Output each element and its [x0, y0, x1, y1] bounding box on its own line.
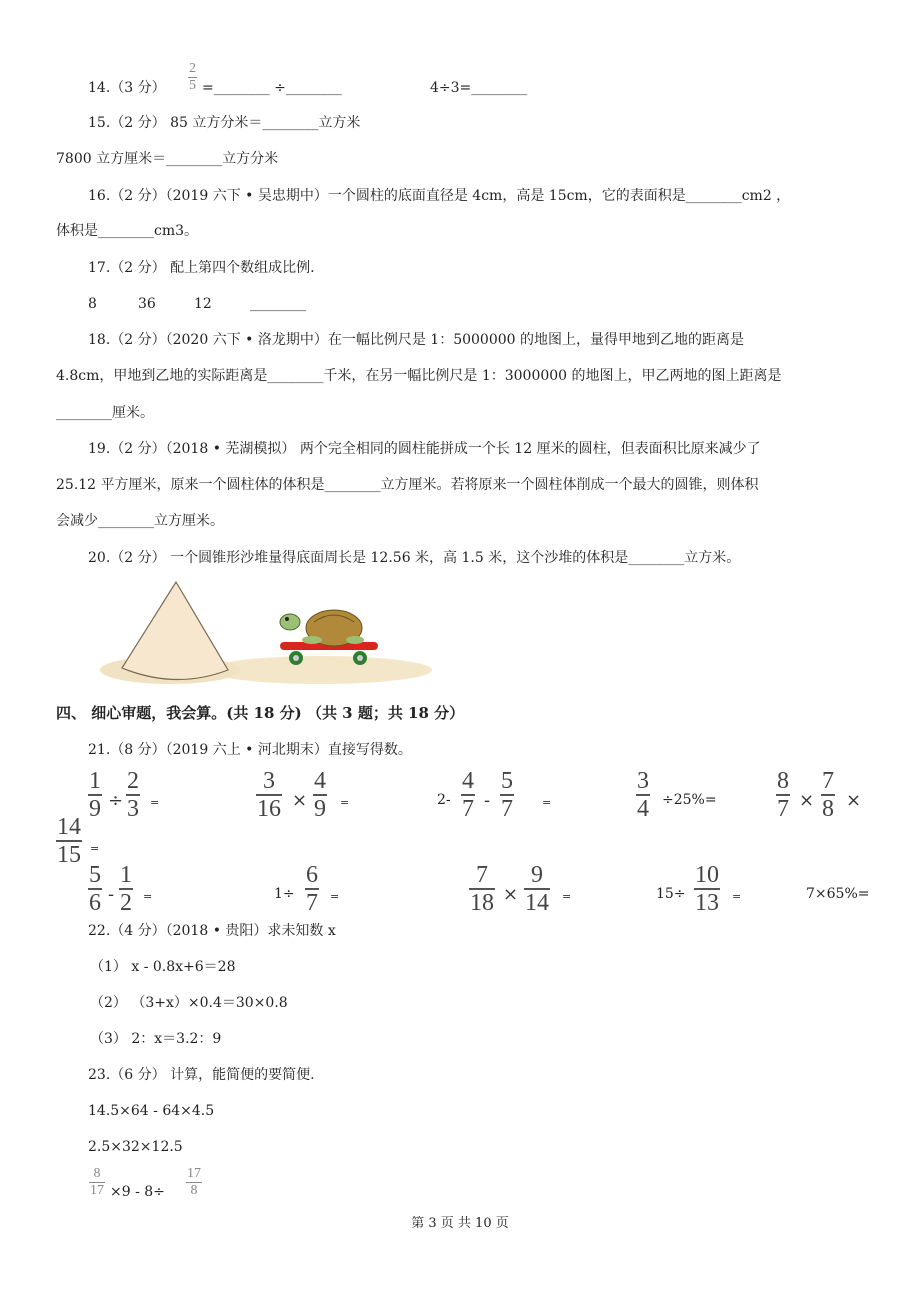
frac-den: 15: [57, 842, 81, 868]
q22-c: （3） 2：x＝3.2：9: [90, 1031, 222, 1047]
q21-frac-3-16: [256, 769, 282, 821]
q21-frac-7-8: [821, 769, 835, 821]
frac-den: 8: [822, 796, 834, 822]
q23-b: 2.5×32×12.5: [88, 1139, 183, 1155]
q17-num-1: 8: [88, 296, 97, 312]
q21-frac-6-7: [305, 863, 319, 915]
q21-frac-1-9: [88, 769, 102, 821]
frac-num: 4: [462, 768, 474, 794]
page-footer: 第 3 页 共 10 页: [411, 1216, 509, 1231]
two-minus: 2-: [437, 792, 451, 808]
op-times: ×: [503, 884, 519, 905]
equals: =: [542, 796, 552, 809]
q23-a: 14.5×64 - 64×4.5: [88, 1103, 215, 1119]
q18-line1: 18.（2 分）（2020 六下 • 洛龙期中）在一幅比例尺是 1：5000000 的地图上，量得甲地到乙地的距离是: [88, 332, 745, 348]
q17-num-2: 36: [138, 296, 156, 312]
sand-cone-illustration: [100, 578, 435, 688]
frac-num: 6: [306, 862, 318, 888]
q21-frac-8-7: [776, 769, 790, 821]
equals: =: [150, 796, 160, 809]
q23-frac-8-17: [89, 1167, 105, 1198]
op-times: ×: [846, 790, 862, 811]
op-minus: -: [108, 884, 115, 905]
q17-blank: ________: [250, 296, 306, 312]
equals: =: [90, 842, 100, 855]
q21-frac-10-13: [694, 863, 720, 915]
q21-frac-1-2: [119, 863, 133, 915]
q15-line2: 7800 立方厘米＝________立方分米: [56, 151, 279, 167]
sand-cone: [122, 582, 228, 680]
frac-den: 9: [89, 796, 101, 822]
q22-line1: 22.（4 分）（2018 • 贵阳）求未知数 x: [88, 923, 336, 939]
frac-den: 17: [90, 1183, 104, 1198]
frac-num: 8: [777, 768, 789, 794]
q23-mid: ×9 - 8÷: [110, 1184, 165, 1200]
frac-den: 7: [777, 796, 789, 822]
q14-blank2: 4÷3=________: [430, 80, 528, 96]
frac-den: 7: [462, 796, 474, 822]
frac-num: 5: [501, 768, 513, 794]
seven-times-65pct: 7×65%=: [806, 886, 870, 902]
equals: =: [340, 796, 350, 809]
frac-den: 14: [525, 890, 549, 916]
frac-den: 9: [314, 796, 326, 822]
frac-den: 18: [470, 890, 494, 916]
frac-num: 7: [476, 862, 488, 888]
frac-den: 13: [695, 890, 719, 916]
q22-a: （1） x - 0.8x+6＝28: [90, 959, 236, 975]
frac-num: 5: [89, 862, 101, 888]
frac-den: 4: [637, 796, 649, 822]
q19-line2: 25.12 平方厘米，原来一个圆柱体的体积是________立方厘米。若将原来一个圆柱体削成一个最大的圆锥，则体积: [56, 477, 759, 493]
q21-line1: 21.（8 分）（2019 六上 • 河北期末）直接写得数。: [88, 742, 412, 758]
sand-ground: [208, 656, 432, 684]
q18-line3: ________厘米。: [56, 405, 154, 421]
fifteen-div: 15÷: [656, 886, 686, 902]
q16-line1: 16.（2 分）（2019 六下 • 吴忠期中）一个圆柱的底面直径是 4cm，高是 15cm，它的表面积是________cm2 ，: [88, 188, 791, 204]
q21-frac-4-9: [313, 769, 327, 821]
q21-frac-14-15: [56, 815, 82, 867]
frac-num: 1: [120, 862, 132, 888]
q21-frac-9-14: [524, 863, 550, 915]
op-times: ×: [292, 790, 308, 811]
q21-frac-3-4: [636, 769, 650, 821]
op-times: ×: [799, 790, 815, 811]
q23-frac-17-8: [186, 1167, 202, 1198]
q15-line1: 15.（2 分） 85 立方分米＝________立方米: [88, 115, 361, 131]
q20-line1: 20.（2 分） 一个圆锥形沙堆量得底面周长是 12.56 米，高 1.5 米，这个沙堆的体积是________立方米。: [88, 550, 741, 566]
equals: =: [732, 890, 742, 903]
frac-num: 1: [89, 768, 101, 794]
q14-label: 14.（3 分）: [88, 80, 166, 96]
equals: =: [330, 890, 340, 903]
frac-den: 8: [190, 1183, 198, 1198]
q21-frac-4-7: [461, 769, 475, 821]
q21-frac-5-7: [500, 769, 514, 821]
q14-fraction: [188, 62, 197, 93]
q22-b: （2） （3+x）×0.4＝30×0.8: [90, 995, 288, 1011]
frac-den: 3: [127, 796, 139, 822]
q21-frac-2-3: [126, 769, 140, 821]
frac-num: 3: [263, 768, 275, 794]
frac-num: 7: [822, 768, 834, 794]
one-div: 1÷: [274, 886, 295, 902]
q19-line3: 会减少________立方厘米。: [56, 513, 224, 529]
q14-frac-num: 2: [189, 61, 196, 76]
frac-num: 2: [127, 768, 139, 794]
frac-den: 6: [89, 890, 101, 916]
q23-line1: 23.（6 分） 计算，能简便的要简便.: [88, 1067, 315, 1083]
frac-num: 8: [93, 1166, 101, 1181]
frac-num: 3: [637, 768, 649, 794]
frac-num: 4: [314, 768, 326, 794]
frac-den: 16: [257, 796, 281, 822]
frac-num: 10: [695, 862, 719, 888]
q14-blank1: =________ ÷________: [202, 80, 342, 96]
frac-num: 17: [187, 1166, 201, 1181]
q18-line2: 4.8cm，甲地到乙地的实际距离是________千米，在另一幅比例尺是 1：3000000 的地图上，甲乙两地的图上距离是: [56, 368, 782, 384]
equals: =: [143, 890, 153, 903]
q16-line2: 体积是________cm3。: [56, 223, 199, 239]
section-4-heading: 四、 细心审题，我会算。(共 18 分) （共 3 题；共 18 分）: [56, 704, 465, 722]
q17-num-3: 12: [194, 296, 212, 312]
frac-num: 9: [531, 862, 543, 888]
frac-den: 7: [306, 890, 318, 916]
op-div: ÷: [108, 790, 124, 811]
q19-line1: 19.（2 分）（2018 • 芜湖模拟） 两个完全相同的圆柱能拼成一个长 12 厘米的圆柱，但表面积比原来减少了: [88, 441, 761, 457]
equals: =: [562, 890, 572, 903]
frac-den: 7: [501, 796, 513, 822]
div-25pct: ÷25%=: [662, 792, 717, 808]
q14-frac-den: 5: [189, 78, 196, 93]
q17-line1: 17.（2 分） 配上第四个数组成比例.: [88, 260, 315, 276]
op-minus: -: [484, 790, 491, 811]
q21-frac-5-6: [88, 863, 102, 915]
frac-den: 2: [120, 890, 132, 916]
frac-num: 14: [57, 814, 81, 840]
q21-frac-7-18: [469, 863, 495, 915]
